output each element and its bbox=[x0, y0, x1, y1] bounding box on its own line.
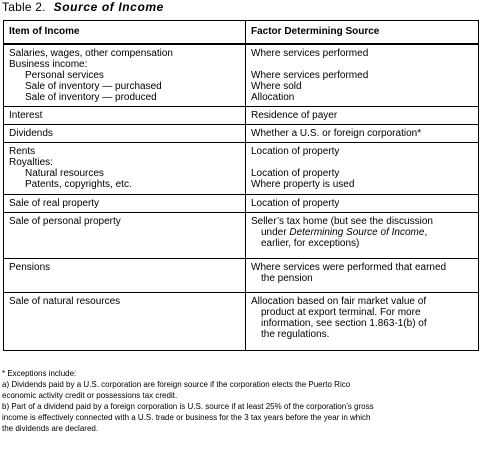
footnote-line: economic activity credit or possessions tax credit. bbox=[2, 391, 178, 400]
header-item-of-income: Item of Income bbox=[4, 21, 246, 45]
factor-patents-copyrights: Where property is used bbox=[251, 179, 355, 190]
factor-personal-property-line-1: Seller’s tax home (but see the discussion bbox=[251, 216, 433, 227]
factor-salaries: Where services performed bbox=[251, 48, 369, 59]
item-inventory-produced: Sale of inventory — produced bbox=[25, 92, 157, 103]
factor-natural-resources-line-1: Allocation based on fair market value of bbox=[251, 296, 427, 307]
item-cell bbox=[4, 44, 246, 107]
factor-natural-resources-line-4: the regulations. bbox=[261, 329, 330, 340]
factor-cell bbox=[246, 44, 479, 107]
table-caption bbox=[2, 0, 164, 14]
table-number: Table 2. bbox=[2, 0, 46, 14]
item-natural-resources: Sale of natural resources bbox=[4, 293, 246, 351]
item-real-property: Sale of real property bbox=[4, 195, 246, 213]
factor-natural-resources-line-3: information, see section 1.863-1(b) of bbox=[261, 318, 427, 329]
factor-inventory-produced: Allocation bbox=[251, 92, 295, 103]
footnote-line: a) Dividends paid by a U.S. corporation are foreign source if the corporation elects the Puerto Rico bbox=[2, 380, 351, 389]
cross-reference-title: Determining Source of Income bbox=[289, 227, 425, 238]
table-row bbox=[4, 293, 479, 351]
table-row bbox=[4, 125, 479, 143]
item-personal-services: Personal services bbox=[25, 70, 104, 81]
item-personal-property: Sale of personal property bbox=[4, 213, 246, 259]
table-row bbox=[4, 259, 479, 293]
factor-cell bbox=[246, 143, 479, 195]
item-royalties-label: Royalties: bbox=[9, 157, 53, 168]
item-patents-copyrights: Patents, copyrights, etc. bbox=[25, 179, 132, 190]
item-cell bbox=[4, 143, 246, 195]
factor-dividends: Whether a U.S. or foreign corporation* bbox=[246, 125, 479, 143]
footnote-line: * Exceptions include: bbox=[2, 369, 77, 378]
factor-pensions-line-1: Where services were performed that earned bbox=[251, 262, 447, 273]
factor-personal-property-line-3: earlier, for exceptions) bbox=[261, 238, 360, 249]
item-rents: Rents bbox=[9, 146, 36, 157]
factor-pensions-line-2: the pension bbox=[261, 273, 313, 284]
item-business-income-label: Business income: bbox=[9, 59, 88, 70]
factor-real-property: Location of property bbox=[246, 195, 479, 213]
item-interest: Interest bbox=[4, 107, 246, 125]
factor-inventory-purchased: Where sold bbox=[251, 81, 302, 92]
item-inventory-purchased: Sale of inventory — purchased bbox=[25, 81, 162, 92]
item-pensions: Pensions bbox=[4, 259, 246, 293]
factor-cell bbox=[246, 293, 479, 351]
factor-rents: Location of property bbox=[251, 146, 340, 157]
footnote-line: income is effectively connected with a U.S. trade or business for the 3 tax years before the year in which bbox=[2, 413, 371, 422]
source-of-income-table bbox=[3, 20, 479, 351]
footnote-line: the dividends are declared. bbox=[2, 424, 99, 433]
item-salaries: Salaries, wages, other compensation bbox=[9, 48, 173, 59]
table-row bbox=[4, 213, 479, 259]
footnote bbox=[2, 368, 480, 434]
table-row bbox=[4, 143, 479, 195]
table-row bbox=[4, 107, 479, 125]
factor-interest: Residence of payer bbox=[246, 107, 479, 125]
item-natural-resources-royalty: Natural resources bbox=[25, 168, 104, 179]
factor-cell bbox=[246, 259, 479, 293]
table-title: Source of Income bbox=[53, 0, 164, 14]
factor-personal-services: Where services performed bbox=[251, 70, 369, 81]
factor-personal-property-line-2: under Determining Source of Income, bbox=[261, 227, 428, 238]
header-factor-determining-source: Factor Determining Source bbox=[246, 21, 479, 45]
footnote-line: b) Part of a dividend paid by a foreign corporation is U.S. source if at least 25% of the corporation’s gross bbox=[2, 402, 374, 411]
factor-natural-resources-line-2: product at export terminal. For more bbox=[261, 307, 421, 318]
header-row bbox=[4, 21, 479, 45]
factor-cell bbox=[246, 213, 479, 259]
item-dividends: Dividends bbox=[4, 125, 246, 143]
factor-natural-resources-royalty: Location of property bbox=[251, 168, 340, 179]
table-row bbox=[4, 44, 479, 107]
table-row bbox=[4, 195, 479, 213]
